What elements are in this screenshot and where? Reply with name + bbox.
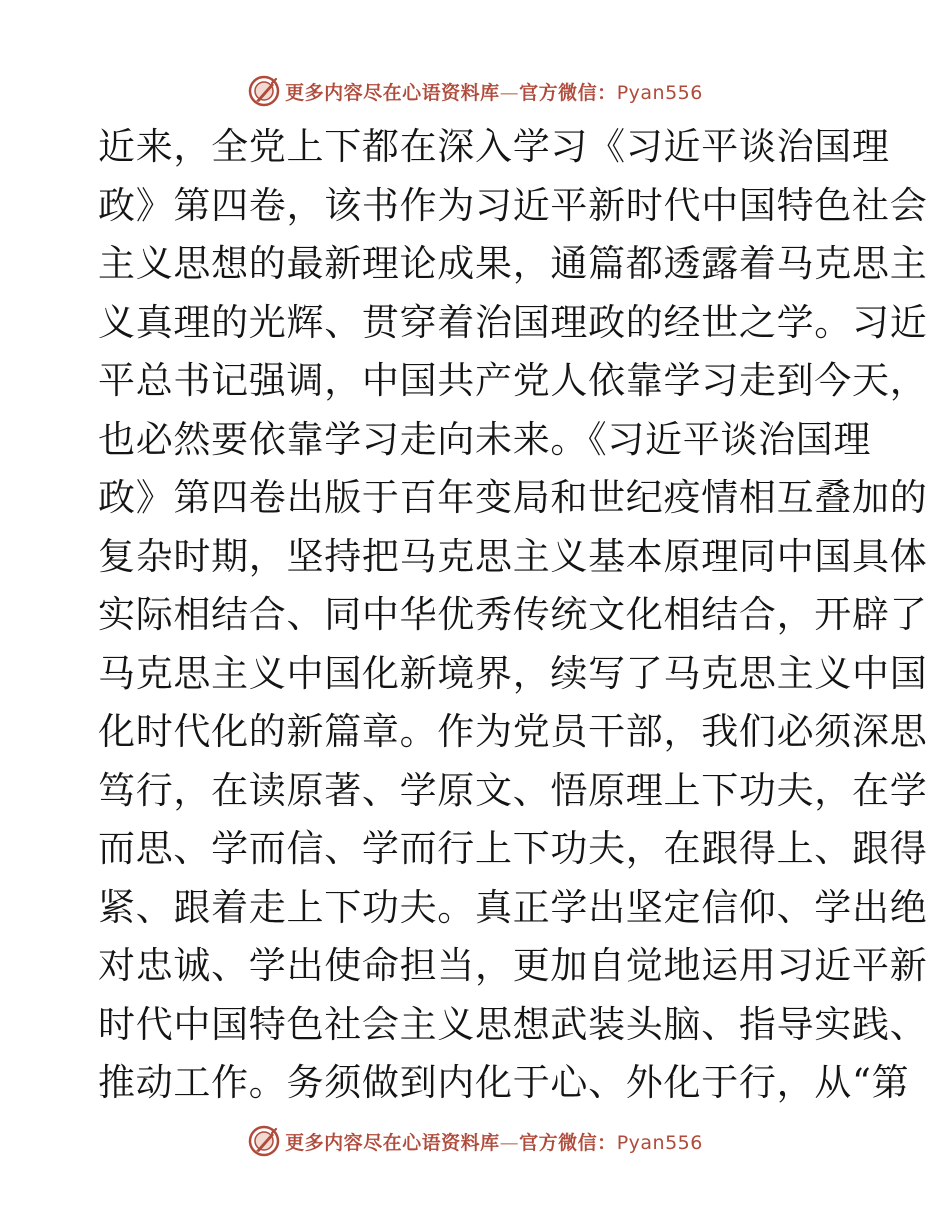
text-line: 时代中国特色社会主义思想武装头脑、指导实践、 (98, 1002, 928, 1046)
header-watermark (0, 71, 950, 111)
watermark-main-text: 更多内容尽在心语资料库 (285, 1131, 500, 1154)
text-line: 化时代化的新篇章。作为党员干部，我们必须深思 (98, 710, 928, 753)
watermark-separator: — (499, 81, 520, 104)
watermark-text (285, 78, 703, 105)
quill-seal-icon (247, 1124, 281, 1158)
text-line: 义真理的光辉、贯穿着治国理政的经世之学。习近 (98, 300, 928, 344)
text-line: 近来，全党上下都在深入学习《习近平谈治国理 (98, 125, 890, 168)
watermark-text (285, 1128, 703, 1155)
watermark-separator: — (499, 1131, 520, 1154)
text-line: 紧、跟着走上下功夫。真正学出坚定信仰、学出绝 (98, 885, 928, 929)
text-line: 而思、学而信、学而行上下功夫，在跟得上、跟得 (98, 827, 928, 870)
text-line: 主义思想的最新理论成果，通篇都透露着马克思主 (98, 242, 928, 285)
watermark-official-label: 官方微信： (519, 81, 617, 104)
quill-seal-icon (247, 74, 281, 108)
text-line: 也必然要依靠学习走向未来。《习近平谈治国理 (98, 417, 872, 461)
text-line: 马克思主义中国化新境界，续写了马克思主义中国 (98, 651, 928, 695)
watermark-wechat-id: Pyan556 (616, 1131, 703, 1154)
text-line: 对忠诚、学出使命担当，更加自觉地运用习近平新 (98, 944, 928, 987)
watermark-official-label: 官方微信： (519, 1131, 617, 1154)
text-line: 政》第四卷出版于百年变局和世纪疫情相互叠加的 (98, 476, 928, 519)
text-line: 平总书记强调，中国共产党人依靠学习走到今天， (98, 359, 928, 402)
watermark-wechat-id: Pyan556 (616, 81, 703, 104)
text-line: 政》第四卷，该书作为习近平新时代中国特色社会 (98, 183, 928, 227)
text-line: 复杂时期，坚持把马克思主义基本原理同中国具体 (98, 534, 928, 578)
text-line: 推动工作。务须做到内化于心、外化于行，从“第 (98, 1061, 910, 1104)
text-line: 笃行，在读原著、学原文、悟原理上下功夫，在学 (98, 768, 928, 812)
text-line: 实际相结合、同中华优秀传统文化相结合，开辟了 (98, 593, 928, 636)
watermark-main-text: 更多内容尽在心语资料库 (285, 81, 500, 104)
footer-watermark (0, 1121, 950, 1161)
